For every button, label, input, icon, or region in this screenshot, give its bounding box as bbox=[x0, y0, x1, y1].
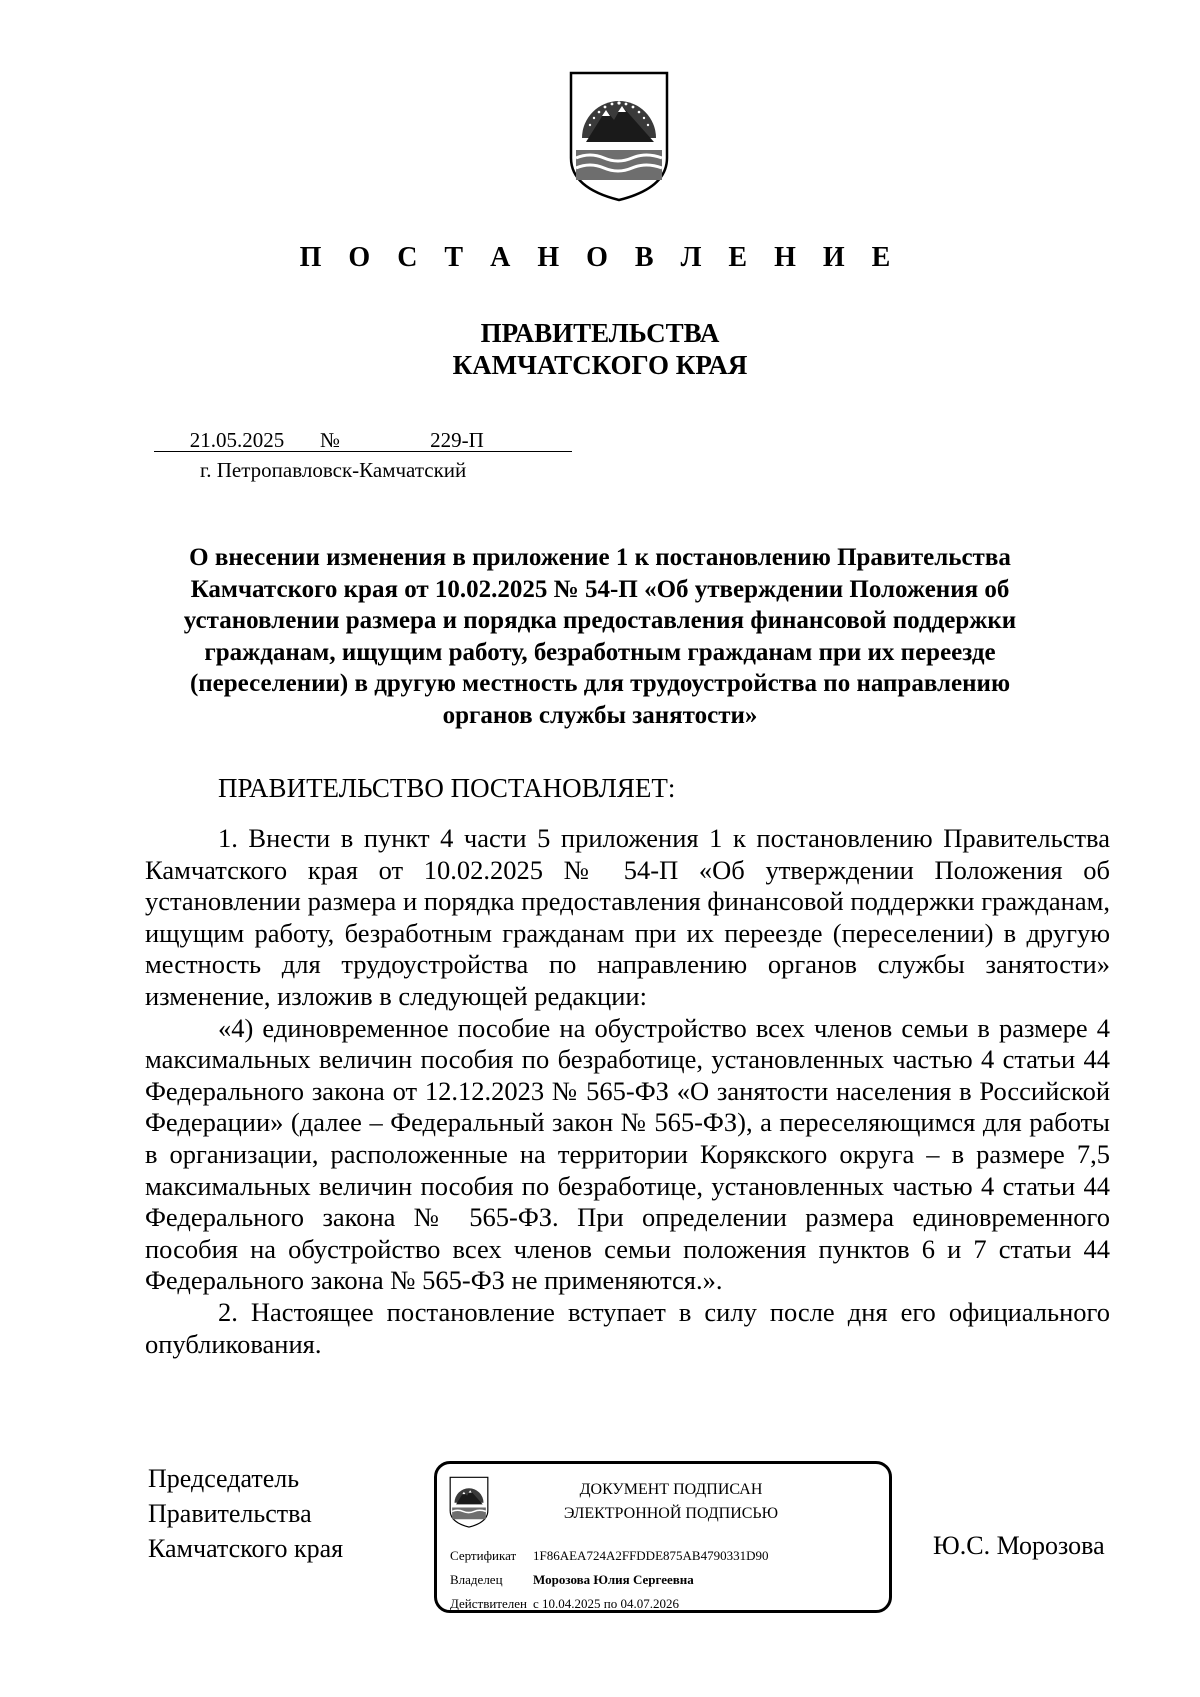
number-sign: № bbox=[320, 428, 341, 452]
validity-value: с 10.04.2025 по 04.07.2026 bbox=[533, 1596, 679, 1611]
authority-line-2: КАМЧАТСКОГО КРАЯ bbox=[452, 350, 748, 380]
stamp-emblem-icon bbox=[449, 1476, 489, 1528]
stamp-heading-line-2: ЭЛЕКТРОННОЙ ПОДПИСЬЮ bbox=[563, 1505, 779, 1522]
certificate-label: Сертификат bbox=[450, 1548, 517, 1563]
certificate-row bbox=[450, 1548, 768, 1564]
authority-line-1: ПРАВИТЕЛЬСТВА bbox=[480, 318, 720, 348]
validity-label: Действителен bbox=[450, 1596, 527, 1611]
owner-label: Владелец bbox=[450, 1572, 503, 1587]
document-date: 21.05.2025 bbox=[154, 428, 320, 452]
document-body bbox=[145, 823, 1110, 1360]
signatory-position-line-3: Камчатского края bbox=[148, 1534, 344, 1563]
signatory-position bbox=[148, 1461, 343, 1566]
document-number: 229-П bbox=[342, 428, 572, 452]
certificate-value: 1F86AEA724A2FFDDE875AB4790331D90 bbox=[533, 1548, 769, 1563]
kamchatka-coat-of-arms-emblem bbox=[568, 70, 670, 202]
owner-value: Морозова Юлия Сергеевна bbox=[533, 1572, 694, 1587]
signatory-name: Ю.С. Морозова bbox=[933, 1531, 1105, 1560]
signatory-position-line-2: Правительства bbox=[148, 1499, 312, 1528]
paragraph-amendment: «4) единовременное пособие на обустройство всех членов семьи в размере 4 максимальных величин пособия по безработице, установленных частью 4 статьи 44 Федерального закона от 12.12.2023 № 565-ФЗ «О занятости населения в Российской Федерации» (далее – Федеральный закон № 565-ФЗ), а переселяющимся для работы в организации, расположенные на территории Корякского округа – в размере 7,5 максимальных величин пособия по безработице, установленных частью 4 статьи 44 Федерального закона № 565-ФЗ. При определении размера единовременного пособия на обустройство всех членов семьи положения пунктов 6 и 7 статьи 44 Федерального закона № 565-ФЗ не применяются.». bbox=[145, 1012, 1110, 1296]
registration-line bbox=[154, 428, 572, 452]
issuing-authority bbox=[0, 317, 1200, 381]
paragraph-1: 1. Внести в пункт 4 части 5 приложения 1 к постановлению Правительства Камчатского края от 10.02.2025 № 54-П «Об утверждении Положения об установлении размера и порядка предоставления финансовой поддержки гражданам, ищущим работу, безработным гражданам при их переезде (переселении) в другую местность для трудоустройства по направлению органов службы занятости» изменение, изложив в следующей редакции: bbox=[145, 823, 1110, 1011]
owner-row bbox=[450, 1572, 694, 1588]
resolves-heading: ПРАВИТЕЛЬСТВО ПОСТАНОВЛЯЕТ: bbox=[218, 773, 676, 803]
stamp-heading bbox=[521, 1478, 821, 1526]
document-city: г. Петропавловск-Камчатский bbox=[200, 458, 467, 482]
document-type-title: П О С Т А Н О В Л Е Н И Е bbox=[299, 242, 901, 273]
document-subject: О внесении изменения в приложение 1 к постановлению Правительства Камчатского края от 10.02.2025 № 54-П «Об утверждении Положения об установлении размера и порядка предоставления финансовой поддержки гражданам, ищущим работу, безработным гражданам при их переезде (переселении) в другую местность для трудоустройства по направлению органов службы занятости» bbox=[183, 544, 1017, 729]
electronic-signature-stamp bbox=[434, 1461, 892, 1613]
signatory-position-line-1: Председатель bbox=[148, 1464, 300, 1493]
paragraph-2: 2. Настоящее постановление вступает в силу после дня его официального опубликования. bbox=[145, 1296, 1110, 1359]
validity-row bbox=[450, 1596, 679, 1612]
stamp-heading-line-1: ДОКУМЕНТ ПОДПИСАН bbox=[579, 1481, 763, 1498]
